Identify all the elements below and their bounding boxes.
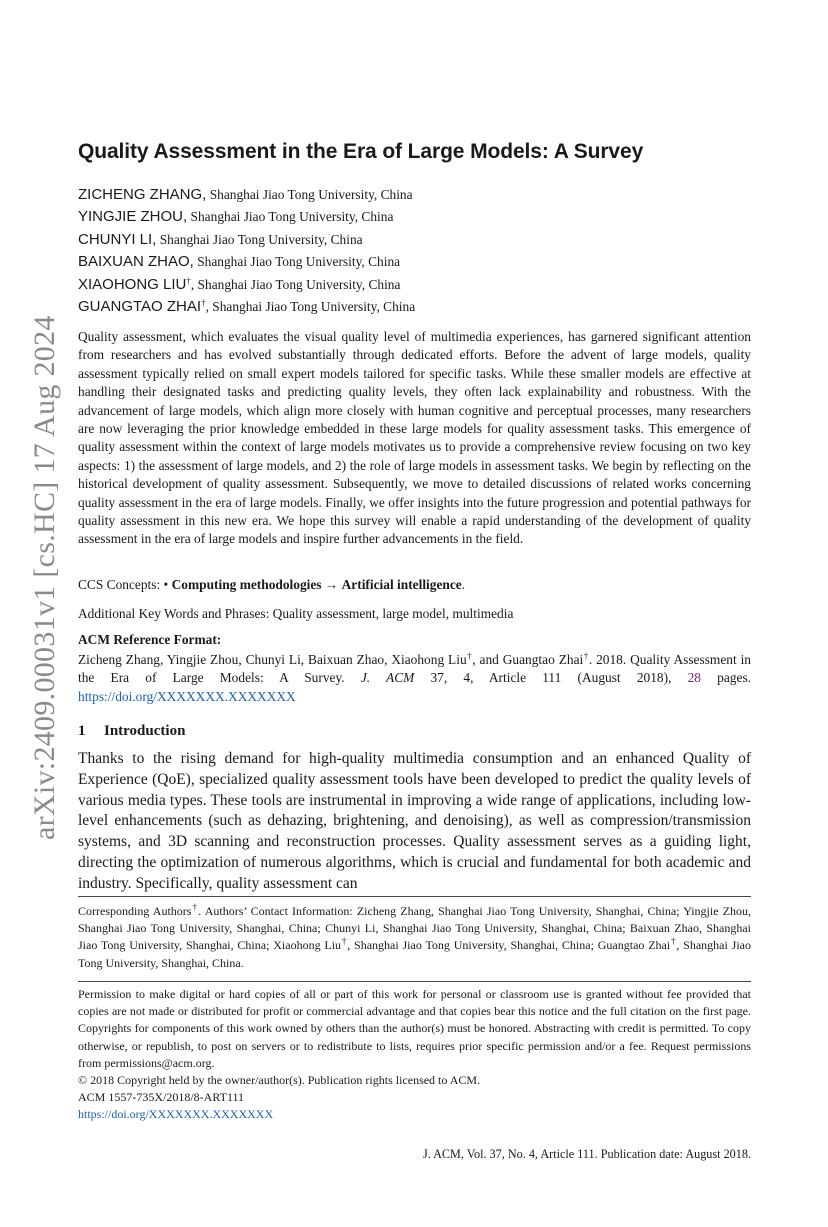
dagger-mark: † — [201, 297, 206, 308]
acm-id: ACM 1557-735X/2018/8-ART111 — [78, 1090, 245, 1105]
paper-title: Quality Assessment in the Era of Large Models: A Survey — [78, 140, 644, 163]
footnote-part: Corresponding Authors — [78, 904, 192, 918]
permission-text: Permission to make digital or hard copies of all or part of this work for personal or classroom use is granted without fee provided that copies are not made or distributed for profit or commercial advantage and that copies bear this notice and the full citation on the first page. Copyrights for components of this work owned by others than the author(s) must be honored. Abstracting with credit is permitted. To copy otherwise, or republish, to post on servers or to redistribute to lists, requires prior specific permission and/or a fee. Request permissions from permissions@acm.org. — [78, 987, 751, 1070]
ref-journal: J. ACM — [360, 670, 415, 686]
author-entry — [78, 186, 415, 208]
dagger-mark: † — [583, 651, 589, 661]
section-number: 1 — [78, 723, 86, 739]
ccs-concepts — [78, 577, 465, 593]
ccs-arrow: → — [321, 577, 342, 592]
ccs-subconcept: Artificial intelligence — [341, 577, 462, 592]
author-affiliation: Shanghai Jiao Tong University, China — [193, 254, 401, 270]
ref-year-title: . 2018. Quality Assessment in the Era of Large Models: A Survey. — [78, 652, 751, 686]
acm-reference — [78, 651, 751, 706]
ref-pages-word: pages. — [700, 670, 751, 686]
permission-block — [78, 986, 751, 1124]
author-name: XIAOHONG LIU — [78, 275, 187, 293]
dagger-mark: † — [191, 902, 199, 912]
author-entry — [78, 253, 415, 275]
keywords: Additional Key Words and Phrases: Quality assessment, large model, multimedia — [78, 606, 514, 621]
author-name: YINGJIE ZHOU, — [78, 208, 188, 226]
intro-paragraph: Thanks to the rising demand for high-quality multimedia consumption and an enhanced Quality of Experience (QoE), specialized quality assessment tools have been developed to predict the quality levels of various media types. These tools are instrumental in improving a wide range of applications, including low-level enhancements (such as dehazing, brightening, and denoising), as well as compression/transmission systems, and 3D scanning and reconstruction processes. Quality assessment serves as a guiding light, directing the optimization of numerous algorithms, which is crucial and fundamental for both academic and industry. Specifically, quality assessment can — [78, 750, 751, 892]
page-count-link[interactable]: 28 — [687, 670, 701, 686]
footnote-part: , Shanghai Jiao Tong University, Shanghai, China; Guangtao Zhai — [347, 938, 671, 953]
author-list — [78, 186, 415, 320]
journal-footer: J. ACM, Vol. 37, No. 4, Article 111. Publication date: August 2018. — [422, 1147, 751, 1161]
ccs-prefix: CCS Concepts: • — [78, 577, 172, 592]
ccs-suffix: . — [461, 577, 466, 592]
ref-authors-tail: , and Guangtao Zhai — [472, 652, 584, 667]
author-entry — [78, 298, 415, 320]
footnote-part: . Authors’ Contact Information: Zicheng Zhang, Shanghai Jiao Tong University, Shanghai, China; Yingjie Zhou, Shanghai Jiao Tong University, Shanghai, China; Chunyi Li, Shanghai Jiao Tong University, Shanghai, China; Baixuan Zhao, Shanghai Jiao Tong University, Shanghai, China; Xiaohong Liu — [78, 904, 752, 953]
ref-authors: Zicheng Zhang, Yingjie Zhou, Chunyi Li, Baixuan Zhao, Xiaohong Liu — [78, 652, 467, 667]
ref-volume: 37, 4, Article 111 (August 2018), — [414, 670, 688, 686]
footnote-part: , Shanghai Jiao Tong University, Shanghai, China. — [78, 938, 751, 970]
author-affiliation: Shanghai Jiao Tong University, China — [156, 231, 363, 247]
author-affiliation: Shanghai Jiao Tong University, China — [187, 209, 394, 225]
dagger-mark: † — [186, 275, 191, 286]
dagger-mark: † — [341, 936, 348, 947]
permission-rule — [78, 981, 751, 982]
author-affiliation: Shanghai Jiao Tong University, China — [206, 187, 413, 202]
arxiv-stamp: arXiv:2409.00031v1 [cs.HC] 17 Aug 2024 — [28, 315, 61, 840]
footnote-rule — [78, 896, 751, 897]
dagger-mark: † — [670, 936, 677, 947]
author-entry — [78, 208, 415, 230]
footnote — [78, 903, 751, 972]
section-heading — [78, 723, 185, 740]
author-name: CHUNYI LI, — [78, 230, 157, 248]
doi-link[interactable]: https://doi.org/XXXXXXX.XXXXXXX — [78, 688, 296, 704]
ccs-concept: Computing methodologies — [171, 577, 322, 592]
author-name: ZICHENG ZHANG, — [78, 186, 207, 203]
abstract: Quality assessment, which evaluates the visual quality level of multimedia experiences, has garnered significant attention from researchers and has evolved substantially through dedicated efforts. Before the advent of large models, quality assessment typically relied on small expert models tailored for specific tasks. While these smaller models are effective at handling their designated tasks and predicting quality levels, they often lack explainability and robustness. With the advancement of large models, which align more closely with human cognitive and perceptual processes, many researchers are now leveraging the prior knowledge embedded in these large models for quality assessment tasks. This emergence of quality assessment within the context of large models motivates us to provide a comprehensive review focusing on two key aspects: 1) the assessment of large models, and 2) the role of large models in assessment tasks. We begin by reflecting on the historical development of quality assessment. Subsequently, we move to detailed discussions of related works concerning quality assessment in the era of large models. Finally, we offer insights into the future progression and potential pathways for quality assessment in this new era. We hope this survey will enable a rapid understanding of the development of quality assessment in the era of large models and inspire further advancements in the field. — [78, 329, 751, 547]
author-affiliation: , Shanghai Jiao Tong University, China — [205, 298, 416, 314]
copyright-line: © 2018 Copyright held by the owner/author(s). Publication rights licensed to ACM. — [78, 1073, 481, 1088]
dagger-mark: † — [466, 651, 473, 661]
acm-reference-heading: ACM Reference Format: — [78, 632, 222, 647]
author-entry — [78, 231, 415, 253]
author-name: GUANGTAO ZHAI — [78, 297, 202, 315]
section-title: Introduction — [104, 723, 186, 739]
author-name: BAIXUAN ZHAO, — [78, 253, 194, 271]
author-affiliation: , Shanghai Jiao Tong University, China — [190, 276, 401, 292]
author-entry — [78, 276, 415, 298]
doi-footer-link[interactable]: https://doi.org/XXXXXXX.XXXXXXX — [78, 1107, 274, 1122]
